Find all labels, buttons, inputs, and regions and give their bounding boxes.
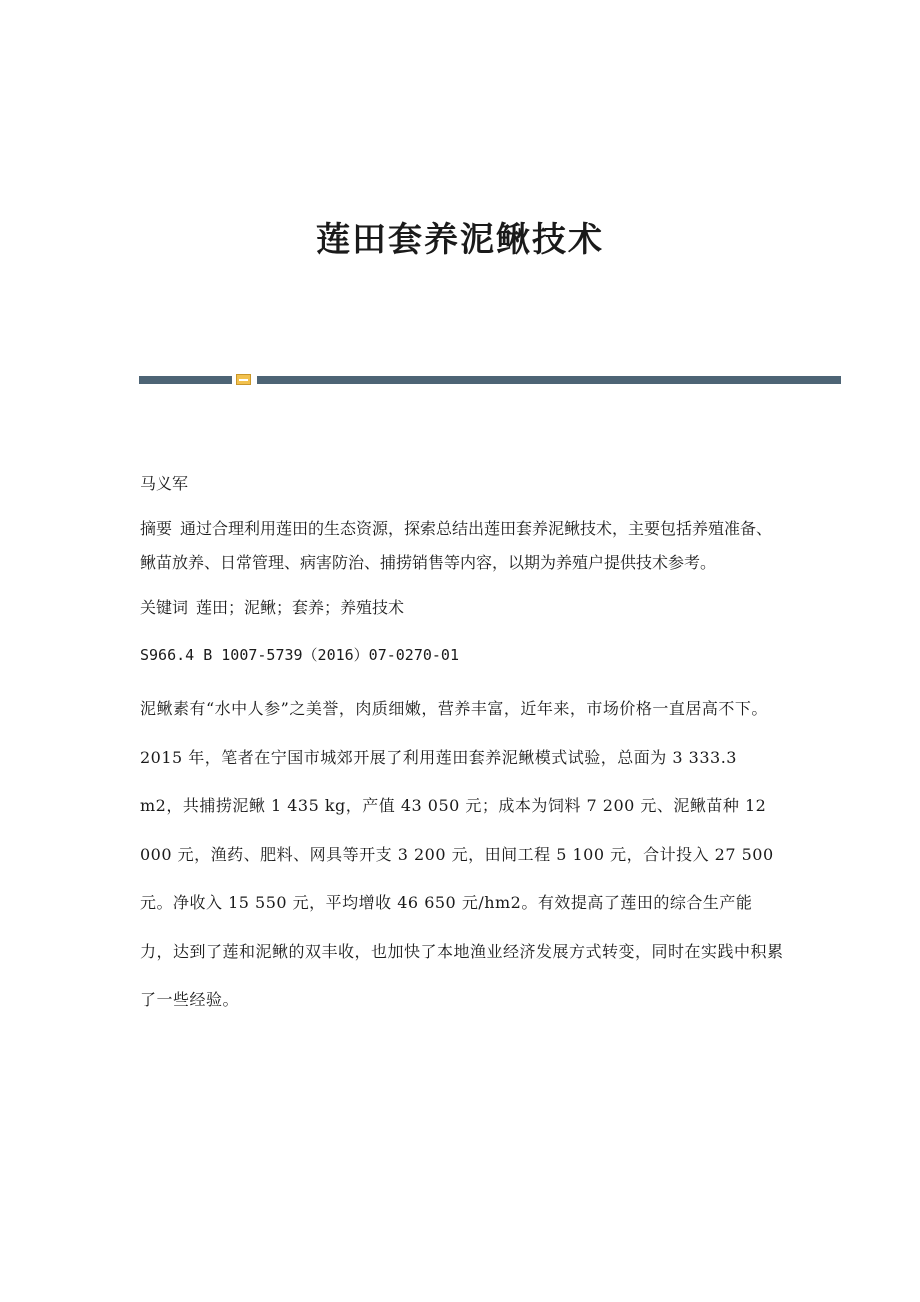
abstract (140, 512, 785, 580)
keywords (140, 592, 785, 624)
document-title: 莲田套养泥鳅技术 (316, 220, 604, 260)
document-body (140, 468, 785, 1025)
abstract-text: 通过合理利用莲田的生态资源，探索总结出莲田套养泥鳅技术，主要包括养殖准备、鳅苗放养、日常管理、病害防治、捕捞销售等内容，以期为养殖户提供技术参考。 (140, 519, 773, 572)
keywords-text: 莲田；泥鳅；套养；养殖技术 (196, 598, 405, 617)
divider-bar-left (139, 376, 232, 384)
keywords-label: 关键词 (140, 598, 189, 617)
abstract-label: 摘要 (140, 519, 173, 538)
divider-ornament-icon (236, 374, 251, 385)
author-name: 马义军 (140, 474, 189, 493)
classification-code: S966.4 B 1007-5739（2016）07-0270-01 (140, 646, 459, 664)
body-paragraph: 泥鳅素有“水中人参”之美誉，肉质细嫩，营养丰富，近年来，市场价格一直居高不下。2015 年，笔者在宁国市城郊开展了利用莲田套养泥鳅模式试验，总面为 3 333.3 m2，共捕捞泥鳅 1 435 kg，产值 43 050 元；成本为饲料 7 200 元、泥鳅苗种 12 000 元，渔药、肥料、网具等开支 3 200 元，田间工程 5 100 元，合计投入 27 500 元。净收入 15 550 元，平均增收 46 650 元/hm2。有效提高了莲田的综合生产能力，达到了莲和泥鳅的双丰收，也加快了本地渔业经济发展方式转变，同时在实践中积累了一些经验。 (140, 699, 784, 1009)
divider-bar-right (257, 376, 841, 384)
title-divider (139, 374, 841, 386)
